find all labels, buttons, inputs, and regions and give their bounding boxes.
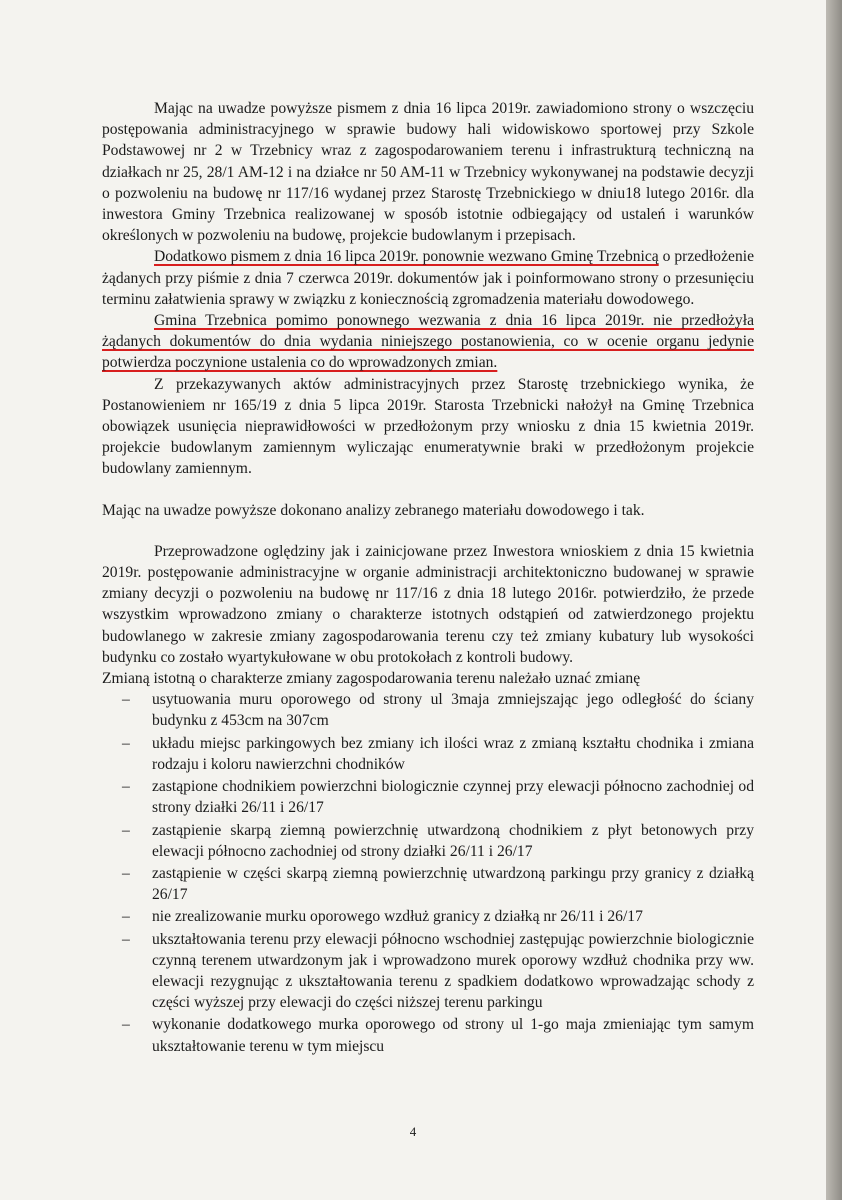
dash-bullet: – <box>122 821 130 839</box>
dash-bullet: – <box>122 1016 130 1034</box>
paragraph-analysis-intro: Mając na uwadze powyższe dokonano analizy zebranego materiału dowodowego i tak. <box>102 501 645 519</box>
paragraph-notification: Mając na uwadze powyższe pismem z dnia 16 lipca 2019r. zawiadomiono strony o wszczęciu postępowania administracyjnego w sprawie budowy hali widowiskowo sportowej przy Szkole Podstawowej nr 2 w Trzebnicy wraz z zagospodarowaniem terenu i infrastrukturą techniczną na działkach nr 25, 28/1 AM-12 i na działce nr 50 AM-11 w Trzebnicy wykonywanej na podstawie decyzji o pozwoleniu na budowę nr 117/16 wydanej przez Starostę Trzebnickiego w dniu18 lutego 2016r. dla inwestora Gminy Trzebnica realizowanej w sposób istotnie odbiegający od ustaleń i warunków określonych w pozwoleniu na budowę, projekcie budowlanym i przepisach. <box>102 100 754 245</box>
list-item: – układu miejsc parkingowych bez zmiany ich ilości wraz z zmianą kształtu chodnika i zmiana rodzaju i koloru nawierzchni chodników <box>122 734 754 773</box>
list-item: – usytuowania muru oporowego od strony ul 3maja zmniejszając jego odległość do ściany budynku z 453cm na 307cm <box>122 691 754 730</box>
dash-bullet: – <box>122 734 130 752</box>
list-item: – zastąpione chodnikiem powierzchni biologicznie czynnej przy elewacji północno zachodniej od strony działki 26/11 i 26/17 <box>122 778 754 817</box>
spacer <box>102 480 754 500</box>
page-number: 4 <box>409 1124 417 1139</box>
paragraph-starost-decision: Z przekazywanych aktów administracyjnych przez Starostę trzebnickiego wynika, że Postanowieniem nr 165/19 z dnia 5 lipca 2019r. Starosta Trzebnicki nałożył na Gminę Trzebnica obowiązek usunięcia nieprawidłowości w przedłożonym przy wniosku z dnia 15 kwietnia 2019r. projekcie budowlanym zamiennym wyliczając enumeratywnie braki w przedłożonym projekcie budowlany zamiennym. <box>102 375 754 478</box>
list-item: – wykonanie dodatkowego murka oporowego od strony ul 1-go maja zmieniając tym samym ukształtowanie terenu w tym miejscu <box>122 1016 754 1055</box>
paragraph-list-intro: Zmianą istotną o charakterze zmiany zagospodarowania terenu należało uznać zmianę <box>102 670 641 688</box>
document-body <box>102 98 754 1058</box>
list-item: – zastąpienie w części skarpą ziemną powierzchnię utwardzoną parkingu przy granicy z działką 26/17 <box>122 864 754 904</box>
dash-bullet: – <box>122 691 130 709</box>
list-item: – ukształtowania terenu przy elewacji północno wschodniej zastępując powierzchnie biologicznie czynną terenem utwardzonym jak i wprowadzono murek oporowy wzdłuż chodnika przy ww. elewacji rezygnując z ukształtowania terenu z spadkiem dodatkowo wprowadzając schody z części wyższej przy elewacji do części niższej terenu parkingu <box>122 930 754 1012</box>
paragraph-noncompliance <box>102 310 754 374</box>
dash-bullet: – <box>122 778 130 796</box>
scan-edge <box>826 0 842 1200</box>
summons-rest-text: o przedłożenie żądanych przy piśmie z dnia 7 czerwca 2019r. dokumentów jak i poinformowano strony o przesunięciu terminu załatwienia sprawy w związku z koniecznością zgromadzenia materiału dowodowego. <box>102 248 755 308</box>
changes-list <box>102 689 754 1056</box>
paragraph-inspection: Przeprowadzone oględziny jak i zainicjowane przez Inwestora wnioskiem z dnia 15 kwietnia 2019r. postępowanie administracyjne w organie administracji architektoniczno budowanej w sprawie zmiany decyzji o pozwoleniu na budowę nr 117/16 z dnia 18 lutego 2016r. potwierdziło, że przede wszystkim wprowadzono zmiany o charakterze istotnych odstąpień od zatwierdzonego projektu budowlanego w zakresie zmiany zagospodarowania terenu czy też zmiany kubatury lub wysokości budynku co zostało wyartykułowane w obu protokołach z kontroli budowy. <box>102 542 754 666</box>
dash-bullet: – <box>122 908 130 926</box>
dash-bullet: – <box>122 930 130 948</box>
list-item: – zastąpienie skarpą ziemną powierzchnię utwardzoną chodnikiem z płyt betonowych przy elewacji północno zachodniej od strony działki 26/11 i 26/17 <box>122 821 754 860</box>
paragraph-summons <box>102 246 754 310</box>
dash-bullet: – <box>122 864 130 882</box>
highlighted-noncompliance-text: Gmina Trzebnica pomimo ponownego wezwania z dnia 16 lipca 2019r. nie przedłożyła żądanych dokumentów do dnia wydania niniejszego postanowienia, co w ocenie organu jedynie potwierdza poczynione ustalenia co do wprowadzonych zmian. <box>102 312 754 372</box>
spacer <box>102 521 754 541</box>
list-item: – nie zrealizowanie murku oporowego wzdłuż granicy z działką nr 26/11 i 26/17 <box>102 906 754 927</box>
highlighted-summons-text: Dodatkowo pismem z dnia 16 lipca 2019r. ponownie wezwano Gminę Trzebnicą <box>154 248 659 266</box>
